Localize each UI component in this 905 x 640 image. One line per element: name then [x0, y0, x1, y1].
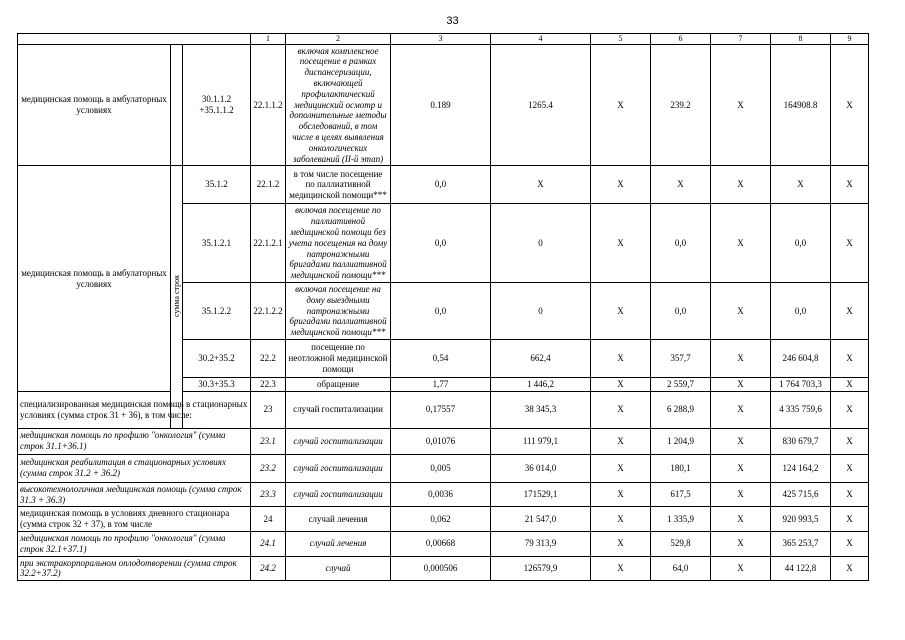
- table-row: [18, 428, 869, 454]
- line-cell: 23.2: [251, 454, 286, 482]
- table-row: [18, 44, 869, 166]
- value-cell: 6 288,9: [651, 391, 711, 428]
- value-cell: X: [831, 44, 869, 166]
- value-cell: 0,01076: [391, 428, 491, 454]
- table-row: [18, 507, 869, 532]
- row-label: медицинская помощь в условиях дневного стационара (сумма строк 32 + 37), в том числе: [18, 507, 251, 532]
- value-cell: X: [831, 454, 869, 482]
- header-cell: 8: [771, 34, 831, 45]
- unit-cell: обращение: [286, 377, 391, 391]
- value-cell: 365 253,7: [771, 531, 831, 556]
- value-cell: X: [831, 428, 869, 454]
- value-cell: X: [591, 454, 651, 482]
- line-cell: 22.2: [251, 339, 286, 377]
- value-cell: 0,062: [391, 507, 491, 532]
- value-cell: 0,0036: [391, 482, 491, 507]
- value-cell: 0,0: [651, 282, 711, 339]
- value-cell: 830 679,7: [771, 428, 831, 454]
- row-label: медицинская помощь в амбулаторных условиях: [18, 166, 171, 391]
- row-label: при экстракорпоральном оплодотворении (сумма строк 32.2+37.2): [18, 556, 251, 581]
- value-cell: 0: [491, 282, 591, 339]
- value-cell: 0,0: [391, 204, 491, 283]
- line-cell: 22.1.2.2: [251, 282, 286, 339]
- value-cell: 79 313,9: [491, 531, 591, 556]
- ref-cell: 30.3+35.3: [183, 377, 251, 391]
- line-cell: 23: [251, 391, 286, 428]
- unit-cell: включая комплексное посещение в рамках диспансеризации, включающей профилактический медицинский осмотр и дополнительные методы обследований, в том числе в целях выявления онкологических заболеваний (II-й этап): [286, 44, 391, 166]
- value-cell: 44 122,8: [771, 556, 831, 581]
- header-cell: 7: [711, 34, 771, 45]
- value-cell: X: [831, 166, 869, 204]
- value-cell: X: [831, 339, 869, 377]
- value-cell: 0,0: [391, 282, 491, 339]
- row-label: медицинская помощь по профилю "онкология" (сумма строк 32.1+37.1): [18, 531, 251, 556]
- sum-column: [171, 166, 183, 428]
- value-cell: 0,000506: [391, 556, 491, 581]
- table-row: [18, 166, 869, 204]
- value-cell: X: [711, 339, 771, 377]
- value-cell: X: [651, 166, 711, 204]
- sum-label: сумма строк: [171, 274, 181, 317]
- value-cell: 662,4: [491, 339, 591, 377]
- ref-cell: 35.1.2.2: [183, 282, 251, 339]
- value-cell: 1 335,9: [651, 507, 711, 532]
- unit-cell: случай лечения: [286, 507, 391, 532]
- value-cell: 180,1: [651, 454, 711, 482]
- value-cell: X: [491, 166, 591, 204]
- value-cell: 0,17557: [391, 391, 491, 428]
- ref-cell: 30.2+35.2: [183, 339, 251, 377]
- ref-cell: 35.1.2: [183, 166, 251, 204]
- value-cell: X: [831, 391, 869, 428]
- value-cell: 2 559,7: [651, 377, 711, 391]
- value-cell: 0,0: [651, 204, 711, 283]
- line-cell: 24.1: [251, 531, 286, 556]
- value-cell: X: [591, 166, 651, 204]
- value-cell: X: [711, 531, 771, 556]
- value-cell: 1,77: [391, 377, 491, 391]
- value-cell: 38 345,3: [491, 391, 591, 428]
- value-cell: 1 446,2: [491, 377, 591, 391]
- value-cell: X: [591, 556, 651, 581]
- value-cell: 111 979,1: [491, 428, 591, 454]
- value-cell: X: [831, 556, 869, 581]
- value-cell: 0.189: [391, 44, 491, 166]
- value-cell: 21 547,0: [491, 507, 591, 532]
- page-number: 33: [446, 15, 459, 27]
- value-cell: 0,0: [771, 282, 831, 339]
- unit-cell: посещение по неотложной медицинской помощи: [286, 339, 391, 377]
- data-table: [17, 33, 869, 581]
- row-label: медицинская помощь в амбулаторных условиях: [18, 44, 171, 166]
- line-cell: 22.1.1.2: [251, 44, 286, 166]
- value-cell: X: [711, 377, 771, 391]
- value-cell: 0: [491, 204, 591, 283]
- unit-cell: включая посещение по паллиативной медицинской помощи без учета посещения на дому патронажными бригадами паллиативной медицинской помощи***: [286, 204, 391, 283]
- unit-cell: случай госпитализации: [286, 391, 391, 428]
- value-cell: 1 764 703,3: [771, 377, 831, 391]
- value-cell: X: [831, 507, 869, 532]
- value-cell: 239.2: [651, 44, 711, 166]
- value-cell: X: [711, 44, 771, 166]
- value-cell: 920 993,5: [771, 507, 831, 532]
- value-cell: X: [831, 531, 869, 556]
- value-cell: X: [591, 377, 651, 391]
- table-row: [18, 454, 869, 482]
- line-cell: 23.3: [251, 482, 286, 507]
- unit-cell: в том числе посещение по паллиативной медицинской помощи***: [286, 166, 391, 204]
- value-cell: X: [831, 482, 869, 507]
- header-cell: 5: [591, 34, 651, 45]
- value-cell: X: [711, 454, 771, 482]
- value-cell: X: [591, 531, 651, 556]
- value-cell: X: [711, 282, 771, 339]
- unit-cell: включая посещение на дому выездными патронажными бригадами паллиативной медицинской помощи***: [286, 282, 391, 339]
- header-row: [18, 34, 869, 45]
- unit-cell: случай: [286, 556, 391, 581]
- value-cell: X: [711, 204, 771, 283]
- header-cell: 3: [391, 34, 491, 45]
- value-cell: X: [591, 391, 651, 428]
- line-cell: 22.1.2: [251, 166, 286, 204]
- unit-cell: случай госпитализации: [286, 454, 391, 482]
- sum-column: [171, 44, 183, 166]
- value-cell: 0,00668: [391, 531, 491, 556]
- header-cell: 2: [286, 34, 391, 45]
- value-cell: 4 335 759,6: [771, 391, 831, 428]
- value-cell: 0,0: [391, 166, 491, 204]
- line-cell: 24.2: [251, 556, 286, 581]
- row-label: медицинская реабилитация в стационарных условиях (сумма строк 31.2 + 36.2): [18, 454, 251, 482]
- value-cell: X: [711, 507, 771, 532]
- table-row: [18, 556, 869, 581]
- value-cell: 164908.8: [771, 44, 831, 166]
- value-cell: X: [591, 428, 651, 454]
- value-cell: X: [711, 482, 771, 507]
- value-cell: X: [711, 391, 771, 428]
- value-cell: X: [591, 44, 651, 166]
- header-cell: 6: [651, 34, 711, 45]
- value-cell: 617,5: [651, 482, 711, 507]
- ref-cell: 30.1.1.2 +35.1.1.2: [183, 44, 251, 166]
- value-cell: 246 604,8: [771, 339, 831, 377]
- value-cell: 529,8: [651, 531, 711, 556]
- table-row: [18, 391, 869, 428]
- value-cell: 1 204,9: [651, 428, 711, 454]
- line-cell: 22.3: [251, 377, 286, 391]
- header-cell: 1: [251, 34, 286, 45]
- value-cell: X: [831, 204, 869, 283]
- value-cell: 0,005: [391, 454, 491, 482]
- value-cell: 0,0: [771, 204, 831, 283]
- value-cell: 124 164,2: [771, 454, 831, 482]
- value-cell: 171529,1: [491, 482, 591, 507]
- value-cell: 1265.4: [491, 44, 591, 166]
- unit-cell: случай госпитализации: [286, 428, 391, 454]
- value-cell: X: [711, 166, 771, 204]
- header-cell: 9: [831, 34, 869, 45]
- unit-cell: случай лечения: [286, 531, 391, 556]
- value-cell: X: [711, 428, 771, 454]
- value-cell: 425 715,6: [771, 482, 831, 507]
- unit-cell: случай госпитализации: [286, 482, 391, 507]
- ref-cell: 35.1.2.1: [183, 204, 251, 283]
- table-row: [18, 531, 869, 556]
- value-cell: X: [771, 166, 831, 204]
- row-label: высокотехнологичная медицинская помощь (сумма строк 31.3 + 36.3): [18, 482, 251, 507]
- value-cell: X: [831, 377, 869, 391]
- table-row: [18, 482, 869, 507]
- value-cell: X: [591, 482, 651, 507]
- row-label: медицинская помощь по профилю "онкология" (сумма строк 31.1+36.1): [18, 428, 251, 454]
- value-cell: X: [831, 282, 869, 339]
- value-cell: X: [711, 556, 771, 581]
- value-cell: 0,54: [391, 339, 491, 377]
- value-cell: X: [591, 339, 651, 377]
- value-cell: X: [591, 507, 651, 532]
- row-label: специализированная медицинская помощь в стационарных условиях (сумма строк 31 + 36), в том числе:: [18, 391, 251, 428]
- value-cell: X: [591, 204, 651, 283]
- value-cell: 126579,9: [491, 556, 591, 581]
- line-cell: 23.1: [251, 428, 286, 454]
- header-cell: 4: [491, 34, 591, 45]
- value-cell: 64,0: [651, 556, 711, 581]
- value-cell: 357,7: [651, 339, 711, 377]
- value-cell: X: [591, 282, 651, 339]
- line-cell: 24: [251, 507, 286, 532]
- value-cell: 36 014,0: [491, 454, 591, 482]
- line-cell: 22.1.2.1: [251, 204, 286, 283]
